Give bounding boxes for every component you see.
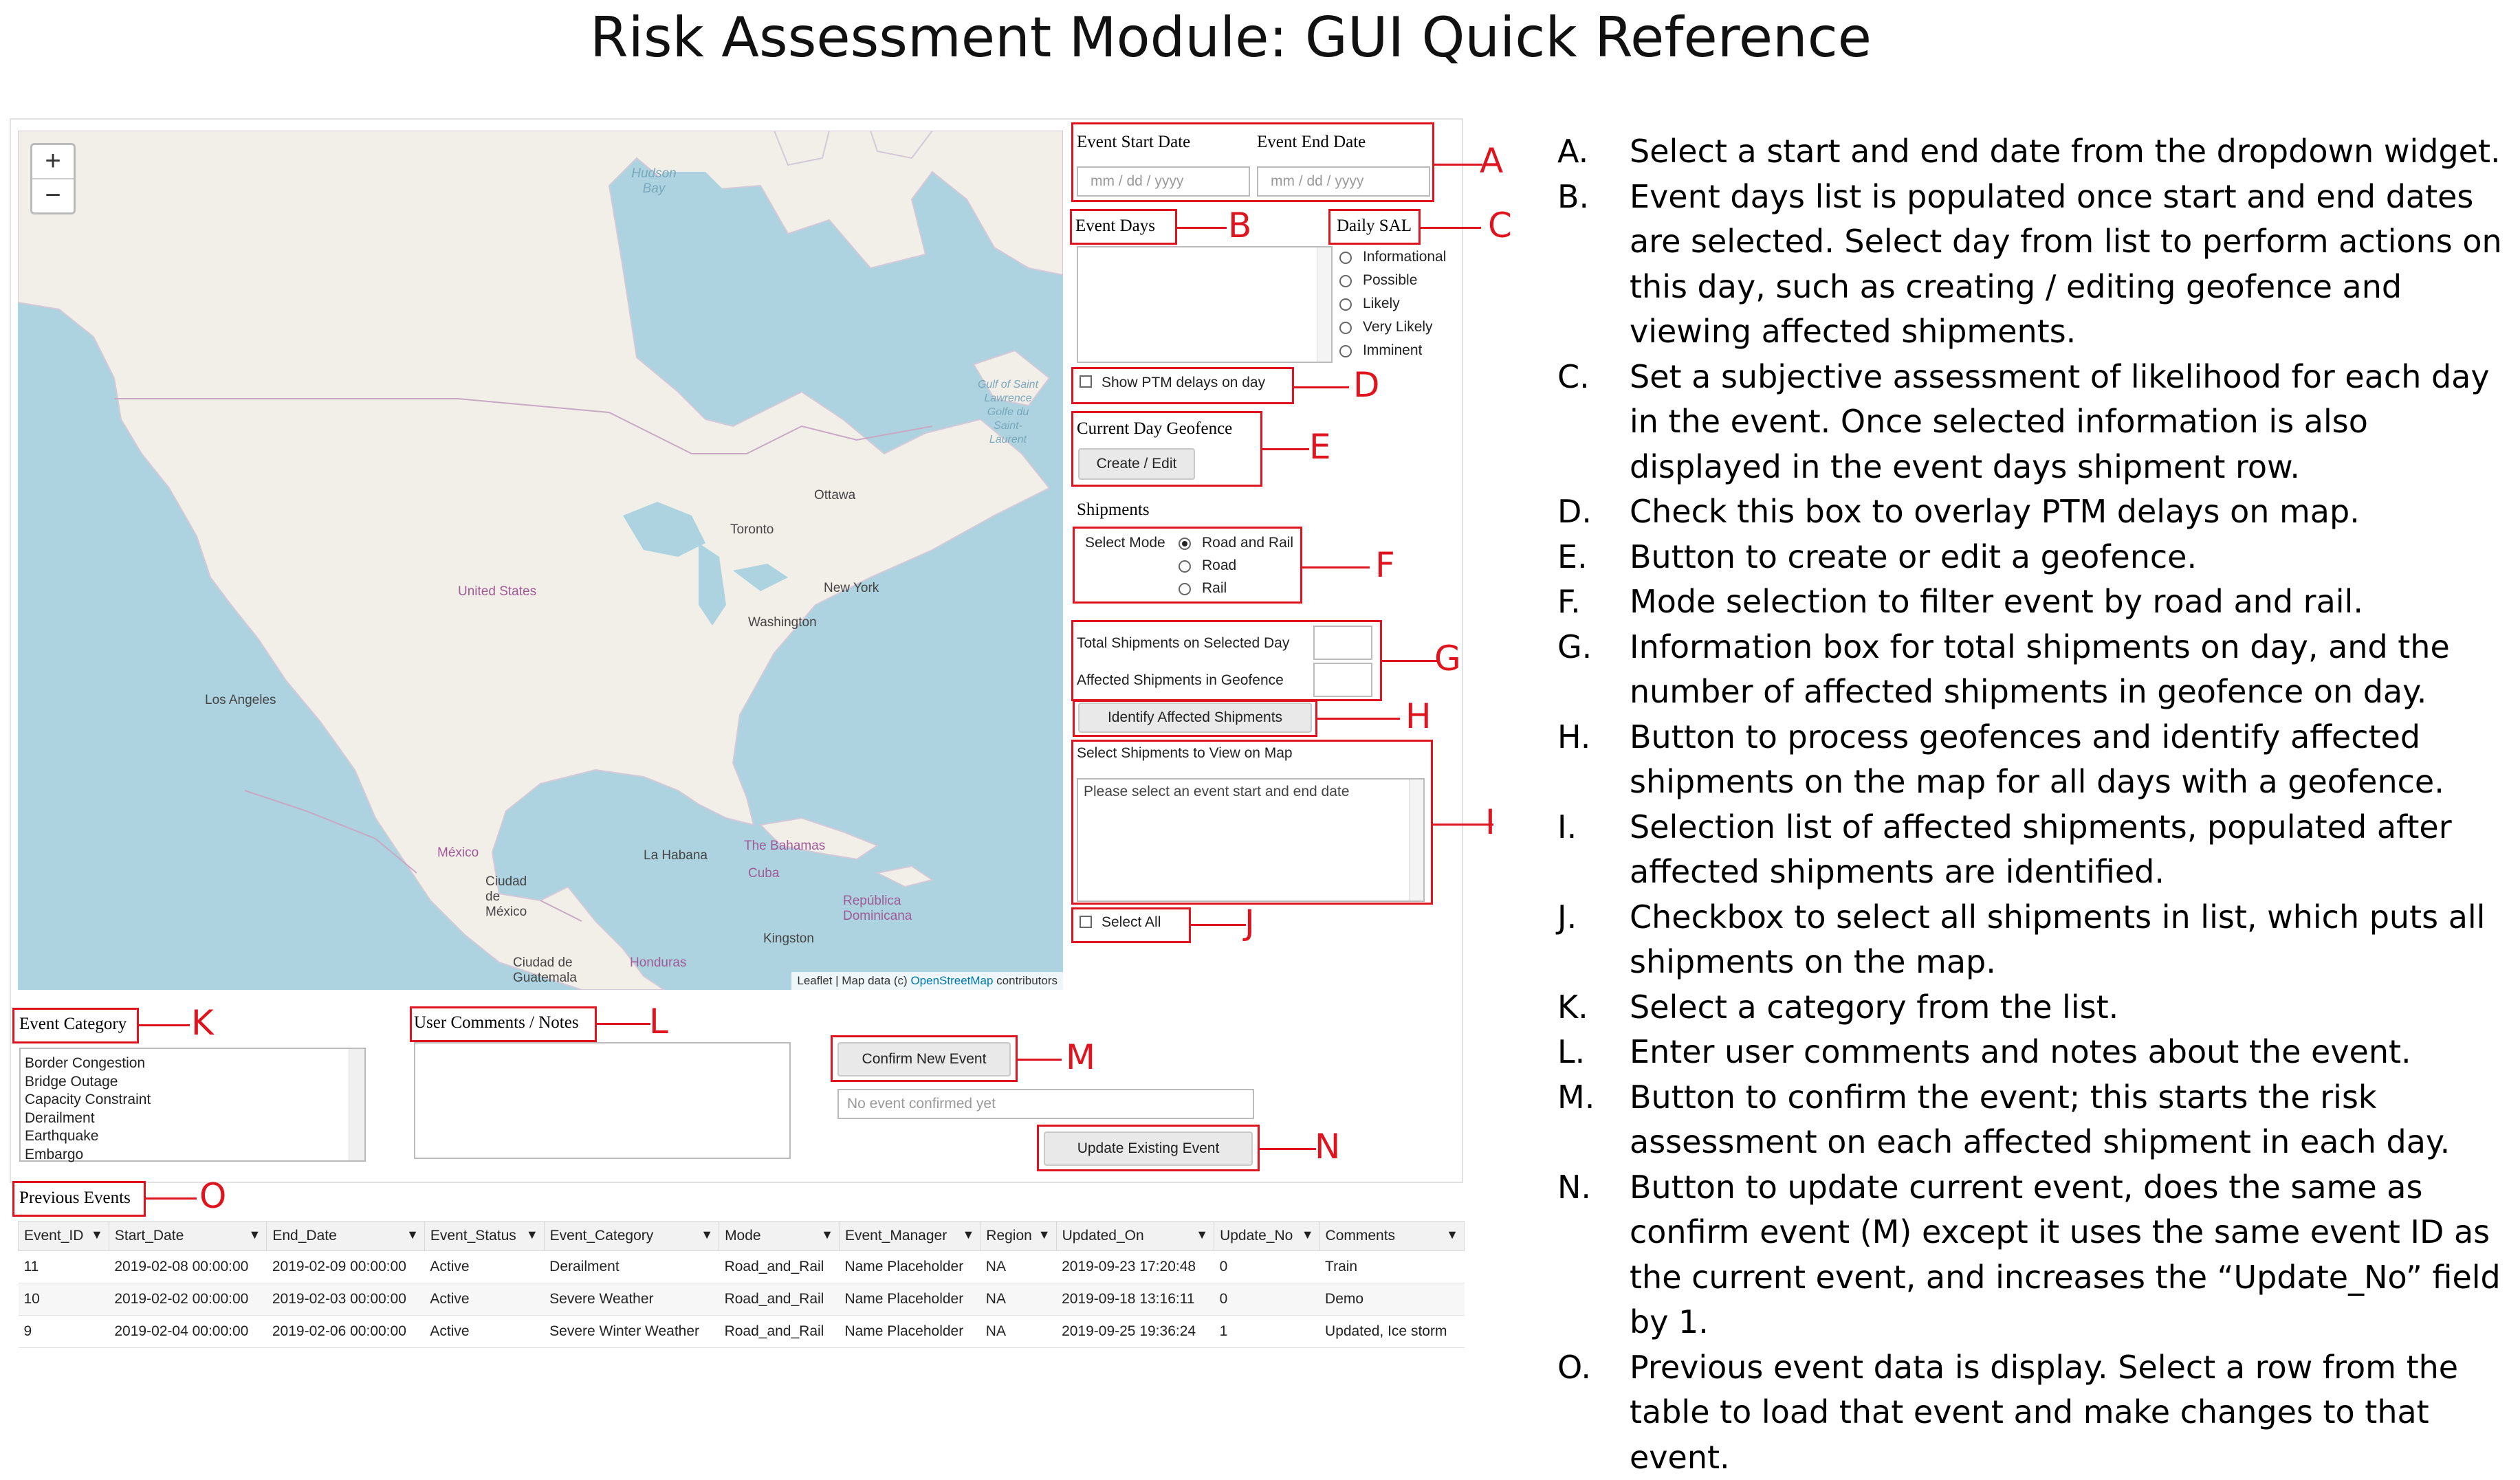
column-header[interactable]: Event_ID ▼ bbox=[19, 1222, 109, 1251]
legend-item: J. Checkbox to select all shipments in list, which puts all shipments on the map. bbox=[1557, 895, 2510, 985]
callout-line-j bbox=[1191, 924, 1246, 926]
callout-box-a bbox=[1071, 122, 1434, 202]
event-category-option[interactable]: Bridge Outage bbox=[25, 1073, 360, 1092]
sal-option-label: Very Likely bbox=[1363, 319, 1433, 335]
daily-sal-label: Daily SAL bbox=[1337, 217, 1412, 236]
map-land bbox=[18, 131, 1063, 990]
event-category-option[interactable]: Derailment bbox=[25, 1109, 360, 1128]
column-header[interactable]: Comments ▼ bbox=[1319, 1222, 1464, 1251]
user-comments-label: User Comments / Notes bbox=[414, 1013, 579, 1032]
table-header-row bbox=[19, 1222, 1465, 1251]
map-label-la-habana: La Habana bbox=[644, 848, 708, 863]
event-end-date-label: Event End Date bbox=[1257, 133, 1366, 152]
event-category-list[interactable] bbox=[19, 1048, 366, 1162]
table-cell: 2019-09-23 17:20:48 bbox=[1056, 1251, 1214, 1283]
map-view[interactable] bbox=[18, 131, 1063, 990]
shipments-label: Shipments bbox=[1077, 500, 1150, 520]
mode-option-label: Road bbox=[1202, 557, 1236, 574]
table-cell: 2019-09-25 19:36:24 bbox=[1056, 1316, 1214, 1348]
callout-box-o bbox=[12, 1181, 146, 1217]
callout-box-g bbox=[1071, 620, 1382, 701]
legend-item: B. Event days list is populated once start and end dates are selected. Select day from list to perform actions on this day, such as creating / editing geofence and viewing affected shipments. bbox=[1557, 175, 2510, 355]
table-cell: Name Placeholder bbox=[839, 1251, 980, 1283]
column-header[interactable]: Event_Status ▼ bbox=[424, 1222, 544, 1251]
legend-item: A. Select a start and end date from the dropdown widget. bbox=[1557, 129, 2510, 175]
sal-radio-likely[interactable] bbox=[1339, 298, 1352, 311]
legend-item: C. Set a subjective assessment of likelihood for each day in the event. Once selected information is also displayed in the event days shipment row. bbox=[1557, 355, 2510, 490]
event-category-option[interactable]: Border Congestion bbox=[25, 1054, 360, 1073]
callout-line-b bbox=[1177, 227, 1227, 229]
legend-item: O. Previous event data is display. Select a row from the table to load that event and make changes to that event. bbox=[1557, 1345, 2510, 1480]
select-all-label: Select All bbox=[1102, 914, 1161, 931]
page-title: Risk Assessment Module: GUI Quick Reference bbox=[0, 0, 2462, 76]
callout-box-f bbox=[1073, 527, 1302, 604]
legend-item: H. Button to process geofences and identify affected shipments on the map for all days with a geofence. bbox=[1557, 715, 2510, 805]
map-label-ciudad-de-mexico: Ciudad de México bbox=[485, 874, 540, 920]
zoom-out-button[interactable]: − bbox=[32, 178, 74, 212]
callout-box-d bbox=[1071, 367, 1294, 404]
callout-box-e bbox=[1071, 411, 1262, 487]
map-label-cuba: Cuba bbox=[748, 866, 779, 881]
total-shipments-label: Total Shipments on Selected Day bbox=[1077, 635, 1289, 652]
sal-option-label: Possible bbox=[1363, 272, 1417, 289]
event-category-label: Event Category bbox=[19, 1015, 127, 1034]
callout-line-l bbox=[597, 1023, 650, 1025]
callout-letter-f: F bbox=[1375, 546, 1395, 584]
map-label-united-states: United States bbox=[458, 584, 536, 599]
table-cell: 1 bbox=[1214, 1316, 1319, 1348]
event-start-date-input[interactable]: mm / dd / yyyy bbox=[1077, 166, 1250, 197]
callout-box-c bbox=[1328, 209, 1421, 245]
map-label-honduras: Honduras bbox=[630, 956, 686, 971]
map-label-los-angeles: Los Angeles bbox=[205, 693, 276, 708]
map-label-ciudad-de-guatemala: Ciudad de Guatemala bbox=[513, 956, 595, 986]
callout-line-f bbox=[1302, 566, 1370, 568]
table-cell: Road_and_Rail bbox=[719, 1283, 840, 1316]
callout-box-m bbox=[831, 1035, 1018, 1082]
filter-icon[interactable]: ▼ bbox=[1038, 1228, 1051, 1242]
table-cell: 2019-09-18 13:16:11 bbox=[1056, 1283, 1214, 1316]
event-category-option[interactable]: Capacity Constraint bbox=[25, 1091, 360, 1109]
filter-icon[interactable]: ▼ bbox=[1302, 1228, 1314, 1242]
table-cell: Name Placeholder bbox=[839, 1316, 980, 1348]
table-row[interactable] bbox=[19, 1316, 1465, 1348]
table-cell: Demo bbox=[1319, 1283, 1464, 1316]
filter-icon[interactable]: ▼ bbox=[962, 1228, 974, 1242]
table-cell: 2019-02-03 00:00:00 bbox=[267, 1283, 425, 1316]
previous-events-table bbox=[18, 1221, 1465, 1348]
callout-line-o bbox=[146, 1197, 197, 1200]
callout-box-i bbox=[1071, 740, 1433, 905]
filter-icon[interactable]: ▼ bbox=[701, 1228, 713, 1242]
callout-box-b bbox=[1070, 209, 1177, 245]
callout-line-g bbox=[1382, 660, 1437, 662]
callout-letter-a: A bbox=[1480, 142, 1503, 180]
affected-shipments-label: Affected Shipments in Geofence bbox=[1077, 672, 1284, 689]
map-label-gulf-st-lawrence: Gulf of Saint Lawrence Golfe du Saint-Laurent bbox=[977, 378, 1039, 447]
legend-item: M. Button to confirm the event; this starts the risk assessment on each affected shipment in each day. bbox=[1557, 1075, 2510, 1165]
table-cell: NA bbox=[980, 1316, 1056, 1348]
map-label-ottawa: Ottawa bbox=[814, 488, 855, 503]
callout-box-k bbox=[12, 1008, 139, 1043]
column-header[interactable]: Start_Date ▼ bbox=[109, 1222, 267, 1251]
table-cell: NA bbox=[980, 1283, 1056, 1316]
table-cell: 2019-02-02 00:00:00 bbox=[109, 1283, 267, 1316]
map-label-kingston: Kingston bbox=[763, 931, 814, 947]
callout-box-h bbox=[1073, 700, 1317, 737]
table-cell: Active bbox=[424, 1251, 544, 1283]
column-header[interactable]: Mode ▼ bbox=[719, 1222, 840, 1251]
callout-line-a bbox=[1434, 164, 1482, 166]
confirm-status-field: No event confirmed yet bbox=[837, 1089, 1254, 1119]
legend-item: F. Mode selection to filter event by road and rail. bbox=[1557, 579, 2510, 625]
table-cell: NA bbox=[980, 1251, 1056, 1283]
legend-item: G. Information box for total shipments on day, and the number of affected shipments in geofence on day. bbox=[1557, 625, 2510, 715]
zoom-in-button[interactable]: + bbox=[32, 145, 74, 178]
table-cell: 2019-02-09 00:00:00 bbox=[267, 1251, 425, 1283]
filter-icon[interactable]: ▼ bbox=[91, 1228, 103, 1242]
table-cell: 0 bbox=[1214, 1251, 1319, 1283]
table-cell: Severe Weather bbox=[544, 1283, 719, 1316]
map-attribution: Leaflet | Map data (c) OpenStreetMap contributors bbox=[791, 972, 1063, 990]
sal-radio-informational[interactable] bbox=[1339, 252, 1352, 264]
table-row[interactable] bbox=[19, 1251, 1465, 1283]
filter-icon[interactable]: ▼ bbox=[249, 1228, 261, 1242]
map-label-toronto: Toronto bbox=[730, 522, 774, 538]
map-label-mexico: México bbox=[437, 846, 479, 861]
callout-box-n bbox=[1037, 1125, 1260, 1171]
column-header[interactable]: End_Date ▼ bbox=[267, 1222, 425, 1251]
geofence-label: Current Day Geofence bbox=[1077, 419, 1232, 439]
map-label-republica-dominicana: República Dominicana bbox=[843, 894, 912, 924]
legend-item: K. Select a category from the list. bbox=[1557, 985, 2510, 1030]
map-label-the-bahamas: The Bahamas bbox=[744, 839, 825, 854]
select-shipments-placeholder: Please select an event start and end date bbox=[1084, 784, 1349, 799]
callout-line-m bbox=[1018, 1059, 1062, 1061]
confirm-new-event-button[interactable]: Confirm New Event bbox=[837, 1042, 1011, 1076]
column-header[interactable]: Event_Category ▼ bbox=[544, 1222, 719, 1251]
table-cell: 11 bbox=[19, 1251, 109, 1283]
previous-events-label: Previous Events bbox=[19, 1189, 131, 1208]
legend-item: E. Button to create or edit a geofence. bbox=[1557, 535, 2510, 580]
callout-letter-b: B bbox=[1228, 206, 1251, 245]
filter-icon[interactable]: ▼ bbox=[406, 1228, 419, 1242]
zoom-control bbox=[30, 143, 76, 214]
legend-item: L. Enter user comments and notes about the event. bbox=[1557, 1030, 2510, 1075]
callout-letter-l: L bbox=[649, 1002, 668, 1041]
sal-option-label: Informational bbox=[1363, 249, 1446, 265]
event-category-option[interactable]: Earthquake bbox=[25, 1127, 360, 1146]
map-label-washington: Washington bbox=[748, 615, 817, 630]
table-cell: Road_and_Rail bbox=[719, 1251, 840, 1283]
filter-icon[interactable]: ▼ bbox=[821, 1228, 833, 1242]
callout-letter-j: J bbox=[1245, 903, 1255, 942]
callout-letter-n: N bbox=[1315, 1127, 1340, 1166]
sal-radio-very-likely[interactable] bbox=[1339, 322, 1352, 334]
identify-affected-shipments-button[interactable]: Identify Affected Shipments bbox=[1078, 703, 1312, 733]
table-cell: Severe Winter Weather bbox=[544, 1316, 719, 1348]
mode-option-label: Rail bbox=[1202, 580, 1227, 597]
column-header[interactable]: Update_No ▼ bbox=[1214, 1222, 1319, 1251]
event-start-date-label: Event Start Date bbox=[1077, 133, 1190, 152]
callout-line-e bbox=[1262, 448, 1309, 450]
map-label-hudson-bay: Hudson Bay bbox=[630, 166, 678, 197]
table-cell: 9 bbox=[19, 1316, 109, 1348]
filter-icon[interactable]: ▼ bbox=[1196, 1228, 1208, 1242]
table-row[interactable] bbox=[19, 1283, 1465, 1316]
table-cell: 0 bbox=[1214, 1283, 1319, 1316]
mode-option-label: Road and Rail bbox=[1202, 535, 1293, 551]
sal-radio-imminent[interactable] bbox=[1339, 345, 1352, 357]
callout-line-i bbox=[1433, 824, 1493, 826]
column-header[interactable]: Updated_On ▼ bbox=[1056, 1222, 1214, 1251]
table-cell: 2019-02-06 00:00:00 bbox=[267, 1316, 425, 1348]
callout-letter-c: C bbox=[1488, 206, 1512, 245]
callout-line-h bbox=[1317, 718, 1400, 720]
table-cell: Derailment bbox=[544, 1251, 719, 1283]
legend-item: I. Selection list of affected shipments, populated after affected shipments are identified. bbox=[1557, 805, 2510, 895]
column-header[interactable]: Region ▼ bbox=[980, 1222, 1056, 1251]
sal-option-label: Imminent bbox=[1363, 342, 1422, 359]
sal-radio-possible[interactable] bbox=[1339, 275, 1352, 287]
table-cell: Updated, Ice storm bbox=[1319, 1316, 1464, 1348]
map-label-new-york: New York bbox=[824, 581, 879, 596]
callout-line-d bbox=[1294, 386, 1349, 388]
user-comments-textarea[interactable] bbox=[414, 1042, 791, 1159]
sal-option-label: Likely bbox=[1363, 296, 1400, 312]
table-cell: 2019-02-08 00:00:00 bbox=[109, 1251, 267, 1283]
update-existing-event-button[interactable]: Update Existing Event bbox=[1044, 1131, 1253, 1166]
table-cell: 2019-02-04 00:00:00 bbox=[109, 1316, 267, 1348]
callout-box-j bbox=[1071, 907, 1191, 943]
legend-item: N. Button to update current event, does the same as confirm event (M) except it uses the same event ID as the current event, and increases the “Update_No” field by 1. bbox=[1557, 1165, 2510, 1345]
callout-letter-h: H bbox=[1405, 697, 1432, 736]
event-category-option[interactable]: Embargo bbox=[25, 1146, 360, 1164]
table-cell: 10 bbox=[19, 1283, 109, 1316]
create-edit-geofence-button[interactable]: Create / Edit bbox=[1078, 448, 1195, 480]
table-cell: Train bbox=[1319, 1251, 1464, 1283]
callout-letter-g: G bbox=[1434, 639, 1461, 678]
event-category-scrollbar[interactable] bbox=[349, 1049, 364, 1160]
event-days-list[interactable] bbox=[1077, 246, 1333, 363]
table-cell: Active bbox=[424, 1283, 544, 1316]
table-cell: Active bbox=[424, 1316, 544, 1348]
callout-letter-e: E bbox=[1309, 428, 1331, 466]
column-header[interactable]: Event_Manager ▼ bbox=[839, 1222, 980, 1251]
select-mode-label: Select Mode bbox=[1085, 535, 1165, 551]
select-shipments-label: Select Shipments to View on Map bbox=[1077, 745, 1293, 762]
callout-letter-o: O bbox=[199, 1177, 226, 1215]
event-days-label: Event Days bbox=[1075, 217, 1155, 236]
event-days-scrollbar[interactable] bbox=[1317, 247, 1331, 362]
callout-line-c bbox=[1421, 227, 1481, 229]
legend-item: D. Check this box to overlay PTM delays on map. bbox=[1557, 489, 2510, 535]
callout-letter-i: I bbox=[1485, 803, 1495, 841]
callout-letter-k: K bbox=[191, 1004, 214, 1042]
table-cell: Name Placeholder bbox=[839, 1283, 980, 1316]
filter-icon[interactable]: ▼ bbox=[526, 1228, 538, 1242]
filter-icon[interactable]: ▼ bbox=[1446, 1228, 1458, 1242]
callout-box-l bbox=[410, 1006, 597, 1042]
event-end-date-input[interactable]: mm / dd / yyyy bbox=[1257, 166, 1430, 197]
osm-link[interactable]: OpenStreetMap bbox=[910, 974, 993, 987]
callout-line-n bbox=[1260, 1148, 1316, 1150]
show-ptm-label: Show PTM delays on day bbox=[1102, 375, 1265, 391]
table-cell: Road_and_Rail bbox=[719, 1316, 840, 1348]
callout-letter-d: D bbox=[1353, 366, 1380, 404]
quick-reference-legend bbox=[1557, 129, 2510, 1480]
callout-letter-m: M bbox=[1066, 1038, 1095, 1076]
callout-line-k bbox=[139, 1024, 190, 1026]
